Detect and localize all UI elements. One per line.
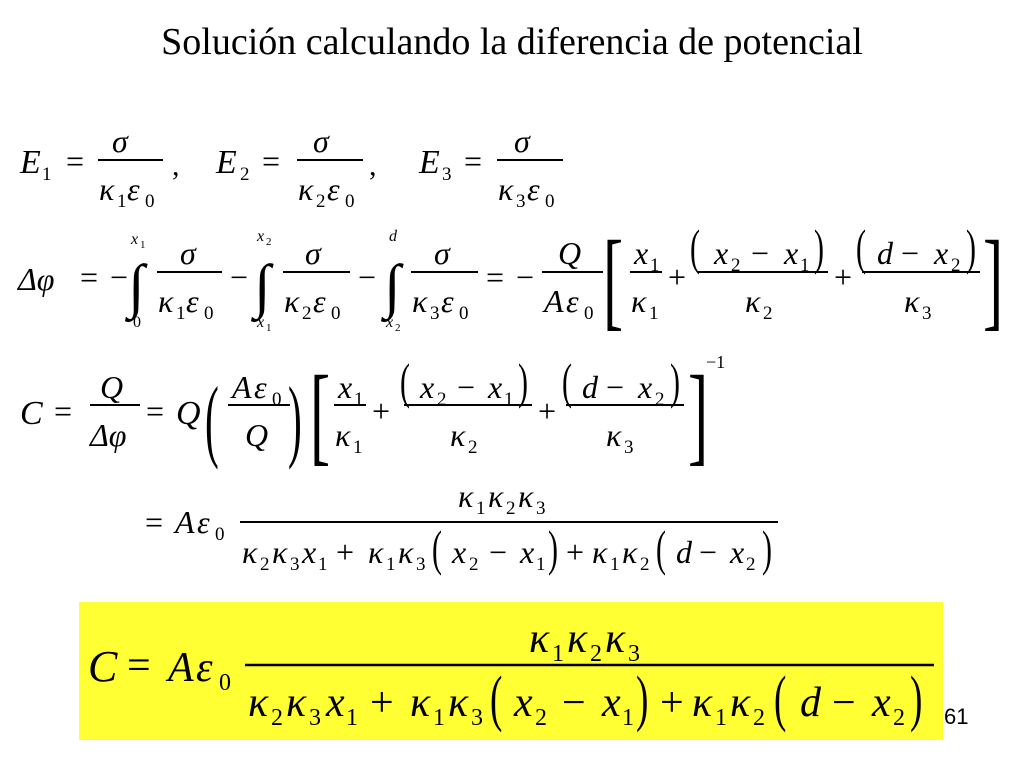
field-symbol: E — [216, 144, 237, 181]
subscript: 2 — [590, 641, 602, 667]
area-symbol: A — [232, 369, 252, 405]
minus-sign: − — [606, 369, 625, 405]
subscript: 2 — [271, 705, 283, 731]
x-symbol: x — [326, 680, 345, 726]
subscript: 3 — [442, 164, 452, 185]
x-symbol: x — [520, 534, 535, 570]
minus-sign: − — [751, 235, 770, 271]
subscript: 2 — [763, 303, 773, 324]
subscript: 1 — [536, 554, 546, 575]
kappa-symbol: κ — [448, 680, 469, 726]
subscript: 1 — [386, 554, 396, 575]
right-paren: ) — [518, 353, 528, 409]
kappa-symbol: κ — [592, 534, 608, 570]
integral-lower-limit: 0 — [133, 314, 141, 331]
subscript: 3 — [416, 554, 426, 575]
subscript: 2 — [260, 554, 270, 575]
kappa-symbol: κ — [488, 478, 504, 514]
subscript: 2 — [302, 303, 312, 324]
equals-sign: = — [80, 259, 99, 295]
minus-sign: − — [110, 259, 129, 295]
left-paren: ( — [431, 520, 442, 576]
kappa-symbol: κ — [567, 616, 588, 662]
sigma-symbol: σ — [112, 123, 128, 159]
kappa-symbol: κ — [518, 478, 534, 514]
sigma-symbol: σ — [434, 235, 450, 271]
equation-capacitance-simplified — [145, 478, 778, 577]
equation-potential-difference — [16, 219, 1003, 341]
plus-sign: + — [370, 680, 394, 726]
subscript: 3 — [624, 437, 634, 458]
subscript: 1 — [649, 303, 659, 324]
subscript: 3 — [471, 705, 483, 731]
kappa-symbol: κ — [99, 171, 115, 207]
sigma-symbol: σ — [180, 235, 196, 271]
kappa-symbol: κ — [248, 680, 269, 726]
sigma-symbol: σ — [514, 123, 530, 159]
subscript: 3 — [290, 554, 300, 575]
subscript: 0 — [145, 191, 155, 212]
minus-sign: − — [699, 534, 718, 570]
subscript: 1 — [318, 554, 328, 575]
equals-sign: = — [262, 143, 281, 179]
subscript: 1 — [650, 255, 660, 276]
right-paren: ) — [636, 664, 649, 734]
plus-sign: + — [336, 534, 355, 570]
plus-sign: + — [668, 259, 687, 295]
kappa-symbol: κ — [529, 616, 550, 662]
x-symbol: x — [634, 235, 649, 271]
subscript: 2 — [266, 236, 272, 248]
right-paren: ) — [814, 219, 824, 275]
subscript: 2 — [506, 498, 516, 519]
subscript: 3 — [628, 641, 640, 667]
x-symbol: x — [420, 369, 435, 405]
epsilon-symbol: ε — [327, 171, 340, 207]
subscript: 0 — [545, 191, 555, 212]
minus-sign: − — [901, 235, 920, 271]
integral-lower-limit: x — [257, 314, 265, 331]
right-bracket: ] — [982, 219, 1004, 341]
subscript: 0 — [345, 191, 355, 212]
kappa-symbol: κ — [284, 283, 300, 319]
charge-symbol: Q — [245, 417, 269, 453]
comma: , — [369, 149, 377, 182]
d-symbol: d — [676, 534, 692, 570]
subscript: 1 — [800, 255, 810, 276]
subscript: 2 — [951, 255, 961, 276]
kappa-symbol: κ — [904, 283, 920, 319]
right-bracket: ] — [688, 354, 709, 476]
left-paren: ( — [490, 664, 503, 734]
left-paren: ( — [656, 520, 666, 576]
subscript: 0 — [459, 303, 469, 324]
subscript: 3 — [430, 303, 440, 324]
subscript: 1 — [715, 705, 727, 731]
subscript: 1 — [552, 641, 564, 667]
epsilon-symbol: ε — [196, 645, 213, 691]
subscript: 0 — [331, 303, 341, 324]
left-paren: ( — [205, 368, 219, 471]
x-symbol: x — [488, 369, 503, 405]
subscript: 0 — [584, 303, 594, 324]
delta-phi-symbol: Δφ — [90, 417, 127, 453]
kappa-symbol: κ — [631, 283, 647, 319]
x-symbol: x — [730, 534, 745, 570]
plus-sign: + — [372, 393, 391, 429]
minus-sign: − — [358, 259, 377, 295]
kappa-symbol: κ — [298, 171, 314, 207]
subscript: 3 — [309, 705, 321, 731]
kappa-symbol: κ — [745, 283, 761, 319]
kappa-symbol: κ — [498, 171, 514, 207]
x-symbol: x — [338, 369, 353, 405]
kappa-symbol: κ — [458, 478, 474, 514]
charge-symbol: Q — [558, 235, 582, 271]
epsilon-symbol: ε — [254, 369, 267, 405]
equals-sign: = — [54, 393, 73, 429]
subscript: 1 — [354, 389, 364, 410]
kappa-symbol: κ — [410, 680, 431, 726]
area-symbol: A — [168, 645, 194, 691]
right-paren: ) — [670, 353, 680, 409]
integral-sign: ∫ — [384, 253, 401, 319]
subscript: 1 — [476, 498, 486, 519]
right-paren: ) — [910, 664, 923, 734]
subscript: 3 — [516, 191, 526, 212]
capacitance-symbol: C — [88, 642, 118, 691]
integral-upper-limit: x — [257, 228, 265, 245]
d-symbol: d — [877, 235, 893, 271]
right-paren: ) — [288, 368, 302, 471]
minus-sign: − — [457, 369, 476, 405]
subscript: 1 — [176, 303, 186, 324]
subscript: 1 — [140, 239, 146, 251]
epsilon-symbol: ε — [127, 171, 140, 207]
equals-sign: = — [145, 504, 164, 540]
kappa-symbol: κ — [692, 680, 713, 726]
epsilon-symbol: ε — [186, 283, 199, 319]
kappa-symbol: κ — [272, 534, 288, 570]
subscript: 2 — [746, 554, 756, 575]
kappa-symbol: κ — [606, 417, 622, 453]
left-bracket: [ — [310, 354, 331, 476]
left-paren: ( — [774, 664, 787, 734]
inverse-exponent: −1 — [706, 352, 726, 372]
equals-sign: = — [146, 393, 165, 429]
integral-lower-limit: x — [386, 314, 394, 331]
subscript: 0 — [219, 670, 231, 696]
epsilon-symbol: ε — [313, 283, 326, 319]
slide-title: Solución calculando la diferencia de potencial — [161, 21, 863, 63]
subscript: 1 — [346, 705, 358, 731]
x-symbol: x — [452, 534, 467, 570]
x-symbol: x — [514, 680, 533, 726]
minus-sign: − — [489, 534, 508, 570]
subscript: 0 — [204, 303, 214, 324]
comma: , — [172, 149, 180, 182]
subscript: 0 — [272, 389, 282, 410]
field-symbol: E — [20, 144, 41, 181]
subscript: 2 — [468, 437, 478, 458]
equation-capacitance-result — [88, 616, 934, 734]
right-paren: ) — [762, 520, 772, 576]
integral-sign: ∫ — [128, 253, 145, 319]
kappa-symbol: κ — [605, 616, 626, 662]
subscript: 2 — [240, 164, 250, 185]
equals-sign: = — [464, 143, 483, 179]
subscript: 1 — [504, 389, 514, 410]
subscript: 2 — [395, 322, 401, 334]
left-bracket: [ — [603, 219, 624, 341]
integral-upper-limit: x — [131, 231, 139, 248]
kappa-symbol: κ — [242, 534, 258, 570]
kappa-symbol: κ — [368, 534, 384, 570]
subscript: 2 — [316, 191, 326, 212]
kappa-symbol: κ — [450, 417, 466, 453]
plus-sign: + — [834, 259, 853, 295]
subscript: 2 — [731, 255, 741, 276]
subscript: 0 — [215, 524, 225, 545]
kappa-symbol: κ — [286, 680, 307, 726]
subscript: 1 — [42, 164, 52, 185]
left-paren: ( — [399, 353, 410, 409]
subscript: 2 — [469, 554, 479, 575]
left-paren: ( — [562, 353, 572, 409]
delta-phi-symbol: Δφ — [18, 261, 55, 297]
x-symbol: x — [714, 235, 729, 271]
subscript: 1 — [622, 705, 634, 731]
d-symbol: d — [800, 680, 821, 726]
equals-sign: = — [486, 259, 505, 295]
kappa-symbol: κ — [398, 534, 414, 570]
subscript: 2 — [893, 705, 905, 731]
x-symbol: x — [872, 680, 891, 726]
integral-upper-limit: d — [389, 228, 397, 245]
plus-sign: + — [660, 680, 684, 726]
subscript: 1 — [353, 437, 363, 458]
integral-sign: ∫ — [254, 253, 271, 319]
subscript: 1 — [117, 191, 127, 212]
left-paren: ( — [855, 219, 866, 275]
right-paren: ) — [966, 219, 976, 275]
kappa-symbol: κ — [158, 283, 174, 319]
subscript: 2 — [753, 705, 765, 731]
plus-sign: + — [538, 393, 557, 429]
subscript: 2 — [535, 705, 547, 731]
x-symbol: x — [602, 680, 621, 726]
minus-sign: − — [516, 259, 535, 295]
subscript: 1 — [433, 705, 445, 731]
plus-sign: + — [566, 534, 585, 570]
kappa-symbol: κ — [335, 417, 351, 453]
epsilon-symbol: ε — [441, 283, 454, 319]
subscript: 1 — [266, 322, 272, 334]
equation-capacitance-definition — [20, 352, 725, 476]
subscript: 1 — [610, 554, 620, 575]
subscript: 2 — [640, 554, 650, 575]
epsilon-symbol: ε — [527, 171, 540, 207]
area-symbol: A — [544, 283, 564, 319]
charge-symbol: Q — [176, 395, 201, 432]
subscript: 3 — [922, 303, 932, 324]
x-symbol: x — [784, 235, 799, 271]
x-symbol: x — [302, 534, 317, 570]
equation-electric-fields — [19, 123, 563, 212]
charge-symbol: Q — [100, 369, 124, 405]
right-paren: ) — [548, 520, 558, 576]
capacitance-symbol: C — [20, 395, 43, 432]
page-number: 61 — [944, 704, 969, 729]
subscript: 2 — [655, 389, 665, 410]
minus-sign: − — [230, 259, 249, 295]
epsilon-symbol: ε — [197, 504, 210, 540]
minus-sign: − — [832, 680, 856, 726]
sigma-symbol: σ — [313, 123, 329, 159]
sigma-symbol: σ — [305, 235, 321, 271]
area-symbol: A — [175, 504, 195, 540]
x-symbol: x — [934, 235, 949, 271]
kappa-symbol: κ — [730, 680, 751, 726]
epsilon-symbol: ε — [566, 283, 579, 319]
subscript: 3 — [536, 498, 546, 519]
left-paren: ( — [690, 219, 700, 275]
d-symbol: d — [582, 369, 598, 405]
subscript: 2 — [437, 389, 447, 410]
x-symbol: x — [638, 369, 653, 405]
minus-sign: − — [562, 680, 586, 726]
kappa-symbol: κ — [622, 534, 638, 570]
equals-sign: = — [127, 643, 151, 689]
equals-sign: = — [66, 143, 85, 179]
kappa-symbol: κ — [412, 283, 428, 319]
field-symbol: E — [419, 144, 440, 181]
